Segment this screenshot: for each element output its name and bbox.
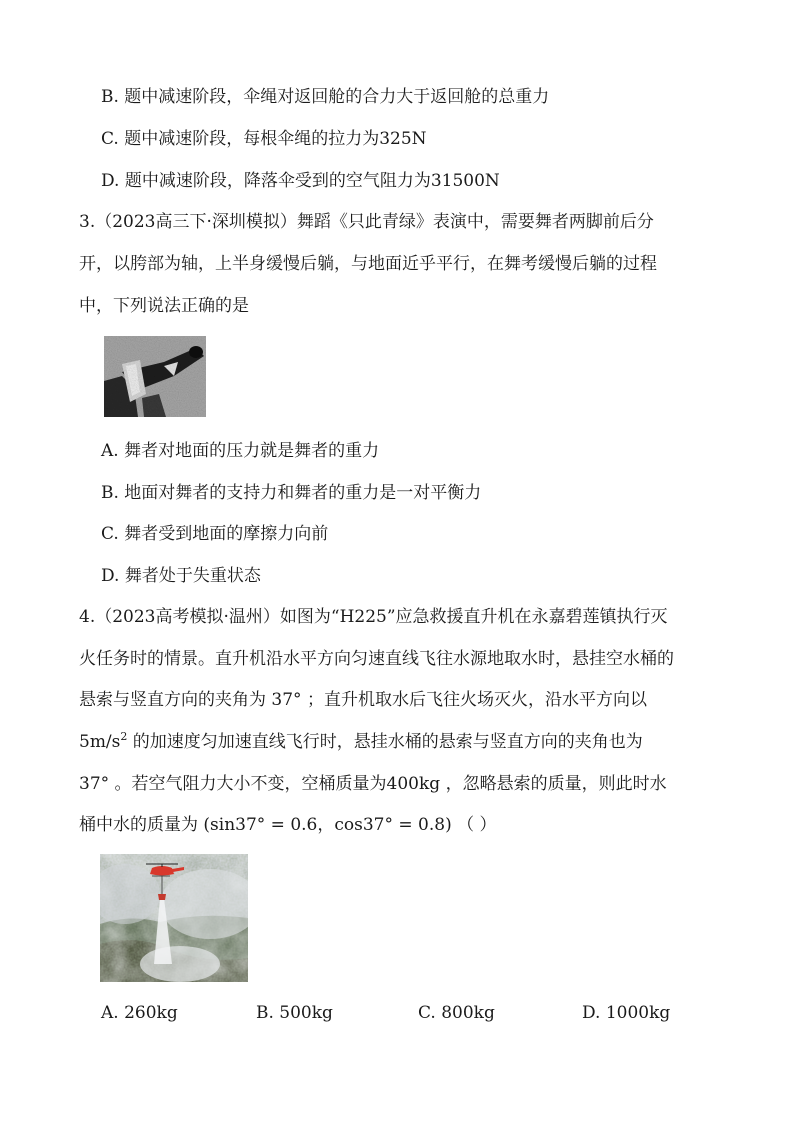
q4-option-a: A. 260kg bbox=[101, 1003, 178, 1023]
q4-option-c: C. 800kg bbox=[418, 1003, 495, 1023]
q4-option-b: B. 500kg bbox=[256, 1003, 333, 1023]
acceleration-value: 5m/s bbox=[79, 732, 121, 752]
q3-option-c: C. 舞者受到地面的摩擦力向前 bbox=[101, 524, 329, 544]
dancer-photo bbox=[104, 336, 206, 417]
helicopter-photo bbox=[100, 854, 248, 982]
acceleration-exponent: 2 bbox=[120, 730, 128, 743]
q3-option-a: A. 舞者对地面的压力就是舞者的重力 bbox=[101, 441, 380, 461]
q2-option-b: B. 题中减速阶段，伞绳对返回舱的合力大于返回舱的总重力 bbox=[101, 87, 550, 107]
q4-stem-line-4-text: 的加速度匀加速直线飞行时，悬挂水桶的悬索与竖直方向的夹角也为 bbox=[127, 732, 643, 752]
q2-option-d: D. 题中减速阶段，降落伞受到的空气阻力为31500N bbox=[101, 171, 500, 191]
q3-stem-line-1: 3.（2023高三下·深圳模拟）舞蹈《只此青绿》表演中，需要舞者两脚前后分 bbox=[79, 212, 654, 232]
q4-options bbox=[0, 1003, 794, 1025]
q4-stem-line-5: 37° 。若空气阻力大小不变，空桶质量为400kg ，忽略悬索的质量，则此时水 bbox=[79, 774, 667, 794]
q2-option-c: C. 题中减速阶段，每根伞绳的拉力为325N bbox=[101, 129, 427, 149]
q3-option-b: B. 地面对舞者的支持力和舞者的重力是一对平衡力 bbox=[101, 483, 482, 503]
q4-option-d: D. 1000kg bbox=[582, 1003, 671, 1023]
q4-stem-line-2: 火任务时的情景。直升机沿水平方向匀速直线飞往水源地取水时，悬挂空水桶的 bbox=[79, 649, 674, 669]
q3-stem-line-3: 中，下列说法正确的是 bbox=[79, 296, 249, 316]
q3-option-d: D. 舞者处于失重状态 bbox=[101, 566, 261, 586]
q3-stem-line-2: 开，以胯部为轴，上半身缓慢后躺，与地面近乎平行，在舞考缓慢后躺的过程 bbox=[79, 254, 657, 274]
q4-stem-line-3: 悬索与竖直方向的夹角为 37° ；直升机取水后飞往火场灭火，沿水平方向以 bbox=[79, 690, 647, 710]
q4-stem-line-4 bbox=[79, 732, 643, 752]
q4-stem-line-6: 桶中水的质量为 (sin37° = 0.6，cos37° = 0.8) （ ） bbox=[79, 815, 497, 835]
q4-stem-line-1: 4.（2023高考模拟·温州）如图为“H225”应急救援直升机在永嘉碧莲镇执行灭 bbox=[79, 607, 668, 627]
